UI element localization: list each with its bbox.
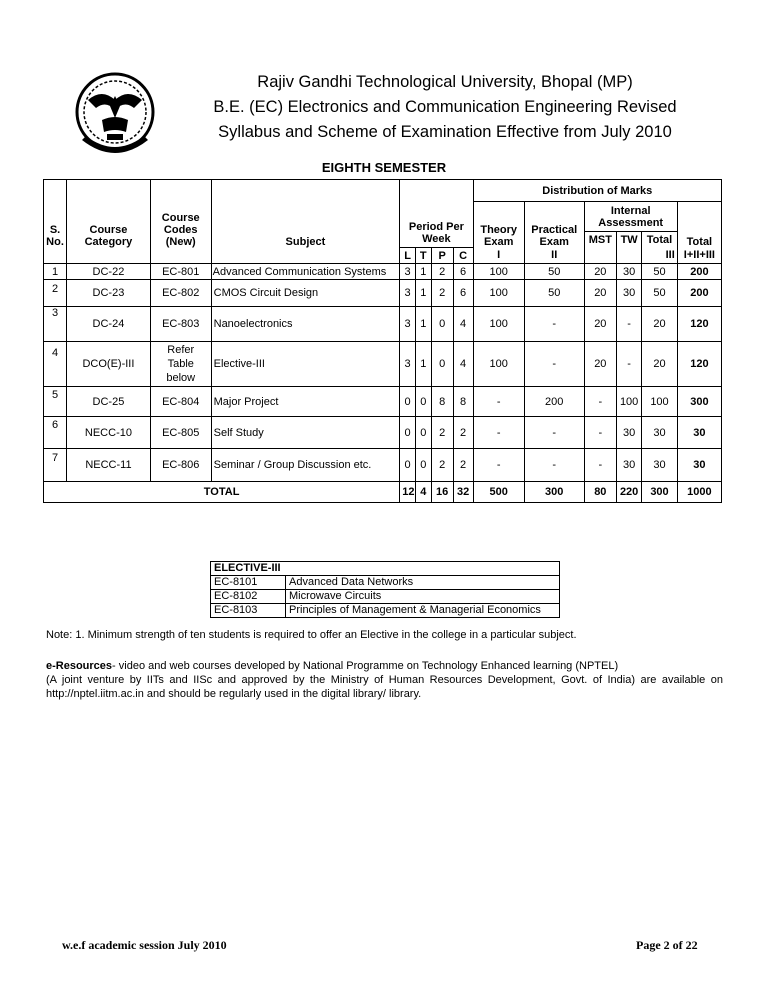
cell-p: 0 — [431, 307, 453, 342]
cell-p: 2 — [431, 417, 453, 449]
cell-p: 0 — [431, 342, 453, 387]
cell-tw: 30 — [617, 264, 642, 280]
cell-p: 2 — [431, 280, 453, 307]
elective-name: Principles of Management & Managerial Economics — [286, 604, 560, 618]
footer-page-number: Page 2 of 22 — [636, 938, 698, 952]
header-mst: MST — [584, 232, 616, 248]
cell-code: EC-802 — [150, 280, 211, 307]
cell-total: 200 — [677, 264, 721, 280]
total-p: 16 — [431, 482, 453, 503]
cell-subject: Self Study — [211, 417, 400, 449]
header-period-per-week: Period Per Week — [408, 221, 464, 245]
elective-table — [210, 561, 560, 618]
cell-tw: 30 — [617, 417, 642, 449]
cell-practical: - — [524, 307, 584, 342]
cell-practical: - — [524, 342, 584, 387]
syllabus-title: Syllabus and Scheme of Examination Effective from July 2010 — [218, 123, 672, 141]
cell-total: 30 — [677, 417, 721, 449]
total-c: 32 — [453, 482, 473, 503]
elective-title: ELECTIVE-III — [211, 562, 560, 576]
total-practical: 300 — [524, 482, 584, 503]
cell-sno: 7 — [44, 449, 67, 482]
cell-category: DCO(E)-III — [67, 342, 151, 387]
cell-p: 2 — [431, 449, 453, 482]
elective-name: Microwave Circuits — [286, 590, 560, 604]
cell-p: 8 — [431, 387, 453, 417]
cell-mst: - — [584, 417, 616, 449]
cell-code: EC-803 — [150, 307, 211, 342]
cell-total: 30 — [677, 449, 721, 482]
cell-ia-total: 50 — [642, 264, 678, 280]
elective-row — [211, 576, 560, 590]
cell-t: 1 — [415, 280, 431, 307]
cell-total: 300 — [677, 387, 721, 417]
cell-theory: 100 — [473, 342, 524, 387]
header-practical-exam: Practical Exam — [531, 223, 578, 248]
table-row — [44, 417, 722, 449]
cell-l: 3 — [400, 264, 416, 280]
table-row — [44, 280, 722, 307]
note-text: Note: 1. Minimum strength of ten students is required to offer an Elective in the college in a particular subject. — [46, 629, 577, 641]
cell-mst: 20 — [584, 342, 616, 387]
cell-c: 4 — [453, 307, 473, 342]
header-subject: Subject — [285, 235, 326, 248]
cell-l: 3 — [400, 342, 416, 387]
cell-t: 1 — [415, 307, 431, 342]
header-total: Total — [686, 235, 713, 248]
cell-total: 120 — [677, 342, 721, 387]
cell-t: 1 — [415, 264, 431, 280]
cell-code: Refer Table below — [150, 342, 211, 387]
table-row — [44, 342, 722, 387]
cell-c: 4 — [453, 342, 473, 387]
header-t: T — [415, 248, 431, 264]
cell-tw: 30 — [617, 449, 642, 482]
cell-practical: - — [524, 417, 584, 449]
cell-practical: 200 — [524, 387, 584, 417]
university-seal-logo — [74, 70, 156, 158]
header-l: L — [400, 248, 416, 264]
elective-name: Advanced Data Networks — [286, 576, 560, 590]
cell-code: EC-801 — [150, 264, 211, 280]
cell-l: 0 — [400, 417, 416, 449]
cell-ia-total: 20 — [642, 342, 678, 387]
cell-category: DC-22 — [67, 264, 151, 280]
e-resources-label: e-Resources — [46, 660, 113, 672]
cell-sno: 5 — [44, 387, 67, 417]
cell-tw: - — [617, 307, 642, 342]
header-i-ii-iii: I+II+III — [677, 248, 721, 264]
cell-ia-total: 50 — [642, 280, 678, 307]
cell-sno: 2 — [44, 280, 67, 307]
total-ia-total: 300 — [642, 482, 678, 503]
table-row — [44, 449, 722, 482]
total-theory: 500 — [473, 482, 524, 503]
cell-ia-total: 20 — [642, 307, 678, 342]
cell-ia-total: 30 — [642, 449, 678, 482]
cell-theory: 100 — [473, 280, 524, 307]
cell-l: 0 — [400, 449, 416, 482]
cell-theory: - — [473, 449, 524, 482]
cell-sno: 4 — [44, 342, 67, 387]
cell-theory: 100 — [473, 264, 524, 280]
total-row — [44, 482, 722, 503]
total-t: 4 — [415, 482, 431, 503]
e-resources-line1: - video and web courses developed by National Programme on Technology Enhanced learning (NPTEL) — [112, 660, 619, 672]
cell-category: DC-24 — [67, 307, 151, 342]
header-tw: TW — [617, 232, 642, 248]
cell-tw: 30 — [617, 280, 642, 307]
header-iii: III — [642, 248, 678, 264]
cell-total: 120 — [677, 307, 721, 342]
cell-c: 6 — [453, 264, 473, 280]
elective-row — [211, 590, 560, 604]
header-sno: S. No. — [46, 223, 64, 248]
cell-sno: 1 — [44, 264, 67, 280]
cell-subject: Major Project — [211, 387, 400, 417]
cell-theory: - — [473, 417, 524, 449]
header-internal-assessment: Internal Assessment — [584, 202, 677, 232]
header-ii: II — [524, 248, 584, 264]
cell-subject: CMOS Circuit Design — [211, 280, 400, 307]
cell-l: 3 — [400, 307, 416, 342]
table-row — [44, 307, 722, 342]
cell-t: 0 — [415, 417, 431, 449]
total-grand: 1000 — [677, 482, 721, 503]
cell-category: DC-25 — [67, 387, 151, 417]
header-i: I — [473, 248, 524, 264]
e-resources-block — [46, 659, 723, 701]
header-theory-exam: Theory Exam — [480, 223, 518, 248]
cell-code: EC-806 — [150, 449, 211, 482]
cell-p: 2 — [431, 264, 453, 280]
cell-code: EC-804 — [150, 387, 211, 417]
total-l: 12 — [400, 482, 416, 503]
university-name: Rajiv Gandhi Technological University, Bhopal (MP) — [257, 73, 633, 91]
cell-mst: - — [584, 387, 616, 417]
header-p: P — [431, 248, 453, 264]
cell-tw: 100 — [617, 387, 642, 417]
cell-c: 2 — [453, 449, 473, 482]
cell-sno: 3 — [44, 307, 67, 342]
cell-theory: - — [473, 387, 524, 417]
cell-tw: - — [617, 342, 642, 387]
cell-category: NECC-11 — [67, 449, 151, 482]
scheme-table — [43, 179, 722, 503]
cell-total: 200 — [677, 280, 721, 307]
footer-session: w.e.f academic session July 2010 — [62, 938, 227, 952]
cell-t: 0 — [415, 449, 431, 482]
elective-row — [211, 604, 560, 618]
cell-c: 6 — [453, 280, 473, 307]
total-tw: 220 — [617, 482, 642, 503]
e-resources-line2: (A joint venture by IITs and IISc and approved by the Ministry of Human Resources Development, Govt. of India) are available on http://nptel.iitm.ac.in and should be regularly used in the digital library/ library. — [46, 674, 723, 700]
cell-t: 1 — [415, 342, 431, 387]
cell-practical: 50 — [524, 280, 584, 307]
cell-l: 3 — [400, 280, 416, 307]
elective-code: EC-8101 — [211, 576, 286, 590]
cell-mst: 20 — [584, 280, 616, 307]
cell-ia-total: 30 — [642, 417, 678, 449]
header-ia-total: Total — [642, 232, 678, 248]
elective-code: EC-8103 — [211, 604, 286, 618]
cell-mst: 20 — [584, 264, 616, 280]
semester-title: EIGHTH SEMESTER — [321, 160, 447, 175]
cell-t: 0 — [415, 387, 431, 417]
cell-category: DC-23 — [67, 280, 151, 307]
cell-code: EC-805 — [150, 417, 211, 449]
cell-sno: 6 — [44, 417, 67, 449]
header-c: C — [453, 248, 473, 264]
cell-l: 0 — [400, 387, 416, 417]
cell-category: NECC-10 — [67, 417, 151, 449]
elective-code: EC-8102 — [211, 590, 286, 604]
total-label: TOTAL — [44, 482, 400, 503]
cell-subject: Nanoelectronics — [211, 307, 400, 342]
table-row — [44, 387, 722, 417]
cell-mst: - — [584, 449, 616, 482]
cell-ia-total: 100 — [642, 387, 678, 417]
header-distribution-of-marks: Distribution of Marks — [473, 180, 721, 202]
header-course-codes: Course Codes (New) — [161, 211, 200, 248]
header-course-category: Course Category — [84, 223, 133, 248]
cell-mst: 20 — [584, 307, 616, 342]
cell-c: 2 — [453, 417, 473, 449]
cell-subject: Seminar / Group Discussion etc. — [211, 449, 400, 482]
cell-c: 8 — [453, 387, 473, 417]
cell-theory: 100 — [473, 307, 524, 342]
total-mst: 80 — [584, 482, 616, 503]
program-title: B.E. (EC) Electronics and Communication Engineering Revised — [213, 98, 677, 116]
cell-subject: Advanced Communication Systems — [211, 264, 400, 280]
cell-practical: 50 — [524, 264, 584, 280]
cell-subject: Elective-III — [211, 342, 400, 387]
cell-practical: - — [524, 449, 584, 482]
table-row — [44, 264, 722, 280]
